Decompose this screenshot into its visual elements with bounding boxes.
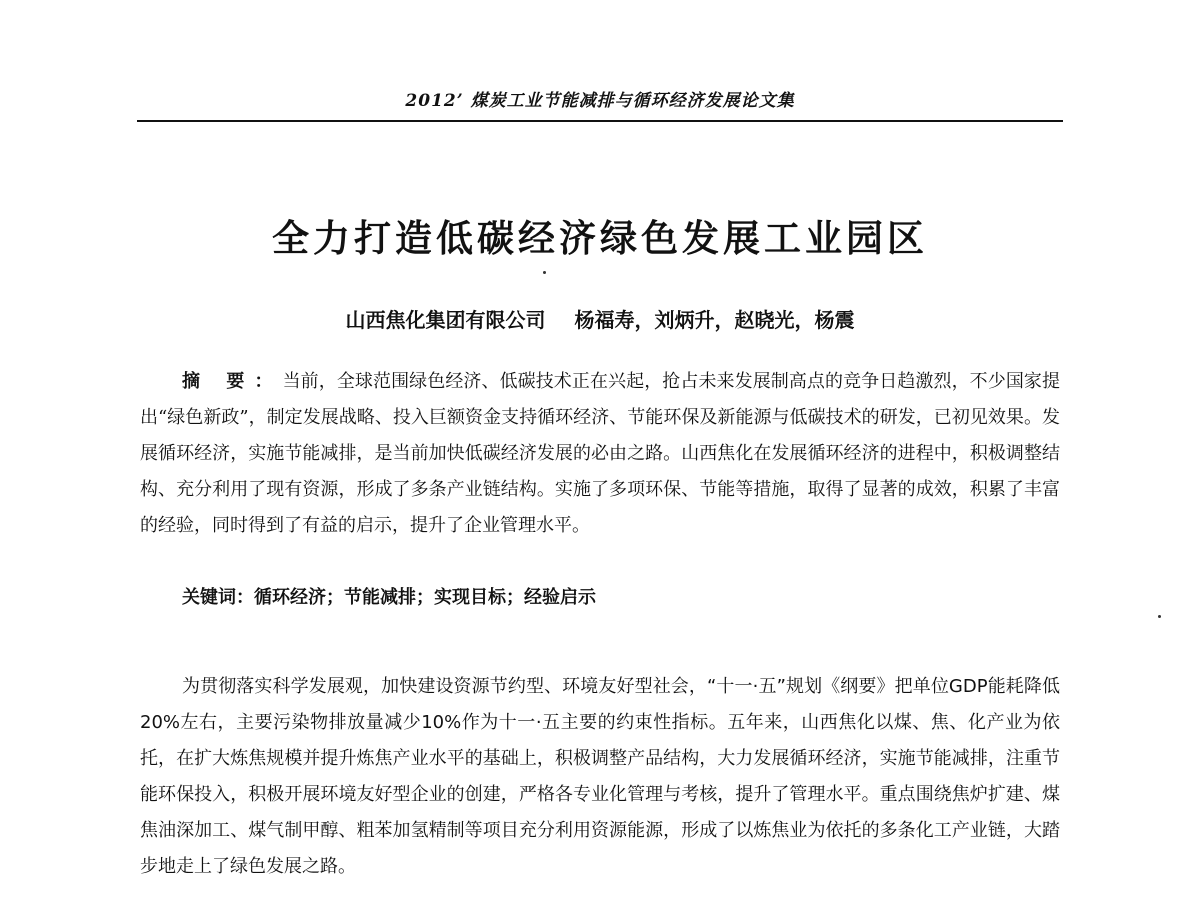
- article-title: 全力打造低碳经济绿色发展工业园区: [272, 217, 928, 260]
- keywords: 关键词：循环经济；节能减排；实现目标；经验启示: [182, 587, 596, 608]
- scan-speck: [543, 271, 546, 274]
- abstract-label: 摘 要：: [182, 371, 283, 392]
- author-names: 杨福寿，刘炳升，赵晓光，杨震: [574, 308, 855, 332]
- author-line: [0, 304, 1200, 333]
- abstract-text: 当前，全球范围绿色经济、低碳技术正在兴起，抢占未来发展制高点的竞争日趋激烈，不少国家提出“绿色新政”，制定发展战略、投入巨额资金支持循环经济、节能环保及新能源与低碳技术的研发，已初见效果。发展循环经济，实施节能减排，是当前加快低碳经济发展的必由之路。山西焦化在发展循环经济的进程中，积极调整结构、充分利用了现有资源，形成了多条产业链结构。实施了多项环保、节能等措施，取得了显著的成效，积累了丰富的经验，同时得到了有益的启示，提升了企业管理水平。: [140, 371, 1060, 536]
- body-paragraph: 为贯彻落实科学发展观，加快建设资源节约型、环境友好型社会，“十一·五”规划《纲要》把单位GDP能耗降低20%左右，主要污染物排放量减少10%作为十一·五主要的约束性指标。五年来，山西焦化以煤、焦、化产业为依托，在扩大炼焦规模并提升炼焦产业水平的基础上，积极调整产品结构，大力发展循环经济，实施节能减排，注重节能环保投入，积极开展环境友好型企业的创建，严格各专业化管理与考核，提升了管理水平。重点围绕焦炉扩建、煤焦油深加工、煤气制甲醇、粗苯加氢精制等项目充分利用资源能源，形成了以炼焦业为依托的多条化工产业链，大踏步地走上了绿色发展之路。: [140, 676, 1060, 877]
- abstract: [140, 364, 1060, 544]
- header-rule: [137, 120, 1063, 122]
- running-header: 2012’ 煤炭工业节能减排与循环经济发展论文集: [405, 91, 795, 111]
- scan-speck: [1158, 615, 1161, 618]
- affiliation: 山西焦化集团有限公司: [345, 308, 546, 332]
